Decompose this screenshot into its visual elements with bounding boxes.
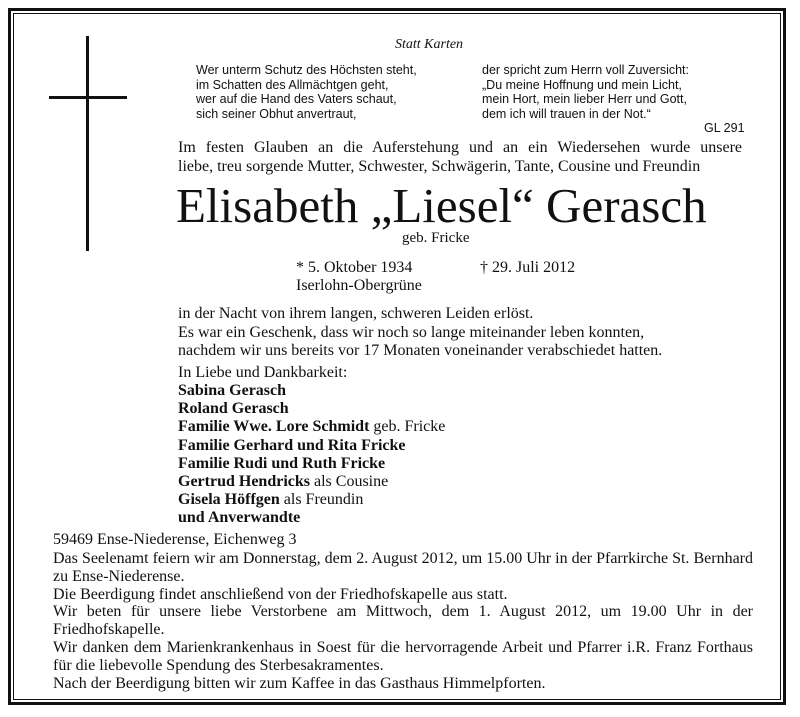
mourners-list bbox=[178, 382, 445, 528]
memorial-paragraph bbox=[178, 305, 662, 361]
mourner bbox=[178, 491, 445, 509]
mourner-name: Sabina Gerasch bbox=[178, 382, 287, 399]
mourner-name: Roland Gerasch bbox=[178, 400, 289, 418]
paragraph-line: Es war ein Geschenk, dass wir noch so lange miteinander leben konnten, bbox=[178, 323, 645, 341]
verse-reference: GL 291 bbox=[704, 121, 745, 135]
mourner bbox=[178, 473, 445, 491]
mourner bbox=[178, 509, 445, 527]
mourner-name: Gertrud Hendricks bbox=[178, 473, 310, 491]
verse-line: Wer unterm Schutz des Höchsten steht, bbox=[196, 63, 417, 77]
mourner-note: geb. Fricke bbox=[369, 418, 446, 436]
intro-text bbox=[178, 138, 742, 176]
mourner-name: Familie Rudi und Ruth Fricke bbox=[178, 454, 386, 472]
verse-line: sich seiner Obhut anvertraut, bbox=[196, 106, 357, 121]
verse-line: der spricht zum Herrn voll Zuversicht: bbox=[482, 63, 690, 77]
intro-line: Im festen Glauben an die Auferstehung und an ein Wiedersehen wurde unsere bbox=[178, 139, 742, 156]
maiden-name: geb. Fricke bbox=[402, 230, 470, 246]
place: Iserlohn-Obergrüne bbox=[296, 277, 422, 294]
mourner bbox=[178, 400, 445, 418]
address: 59469 Ense-Niederense, Eichenweg 3 bbox=[53, 531, 297, 548]
paragraph-line: in der Nacht von ihrem langen, schweren Leiden erlöst. bbox=[178, 305, 534, 322]
verse-line: „Du meine Hoffnung und mein Licht, bbox=[482, 77, 682, 92]
mourner-name: Gisela Höffgen bbox=[178, 491, 280, 509]
paragraph-line: nachdem wir uns bereits vor 17 Monaten voneinander verabschiedet hatten. bbox=[178, 342, 663, 359]
mourner bbox=[178, 418, 445, 436]
note-paragraph: Die Beerdigung findet anschließend von der Friedhofskapelle aus statt. bbox=[53, 585, 508, 603]
deceased-name: Elisabeth „Liesel“ Gerasch bbox=[176, 178, 707, 233]
death-date: † 29. Juli 2012 bbox=[480, 259, 576, 276]
mourner bbox=[178, 382, 445, 400]
verse-right bbox=[482, 63, 689, 121]
note-paragraph: Das Seelenamt feiern wir am Donnerstag, dem 2. August 2012, um 15.00 Uhr in der Pfarrkirche St. Bernhard zu Ense-Niederense. bbox=[53, 550, 753, 585]
mourner-name: Familie Wwe. Lore Schmidt bbox=[178, 418, 370, 436]
note-paragraph: Wir danken dem Marienkrankenhaus in Soest für die hervorragende Arbeit und Pfarrer i.R. Franz Forthaus für die liebevolle Spendung des Sterbesakramentes. bbox=[53, 638, 753, 674]
verse-line: mein Hort, mein lieber Herr und Gott, bbox=[482, 92, 687, 106]
service-notes bbox=[53, 550, 753, 692]
mourner-name: und Anverwandte bbox=[178, 509, 301, 527]
note-paragraph: Nach der Beerdigung bitten wir zum Kaffee in das Gasthaus Himmelpforten. bbox=[53, 674, 546, 692]
intro-line: liebe, treu sorgende Mutter, Schwester, Schwägerin, Tante, Cousine und Freundin bbox=[178, 158, 701, 175]
birth-date: * 5. Oktober 1934 bbox=[296, 259, 413, 276]
mourner-note: als Freundin bbox=[279, 491, 364, 509]
note-paragraph: Wir beten für unsere liebe Verstorbene am Mittwoch, dem 1. August 2012, um 19.00 Uhr in der Friedhofskapelle. bbox=[53, 603, 753, 639]
mourner bbox=[178, 455, 445, 473]
verse-line: dem ich will trauen in der Not.“ bbox=[482, 106, 651, 121]
cross-icon-bar bbox=[49, 96, 127, 99]
verse-left bbox=[196, 63, 417, 121]
mourners-title: In Liebe und Dankbarkeit: bbox=[178, 364, 348, 381]
verse-line: im Schatten des Allmächtgen geht, bbox=[196, 77, 389, 92]
mourner bbox=[178, 437, 445, 455]
mourner-note: als Cousine bbox=[310, 473, 389, 491]
cross-icon bbox=[86, 36, 89, 251]
verse-line: wer auf die Hand des Vaters schaut, bbox=[196, 92, 397, 106]
header-statt-karten: Statt Karten bbox=[395, 37, 464, 52]
mourner-name: Familie Gerhard und Rita Fricke bbox=[178, 436, 406, 454]
